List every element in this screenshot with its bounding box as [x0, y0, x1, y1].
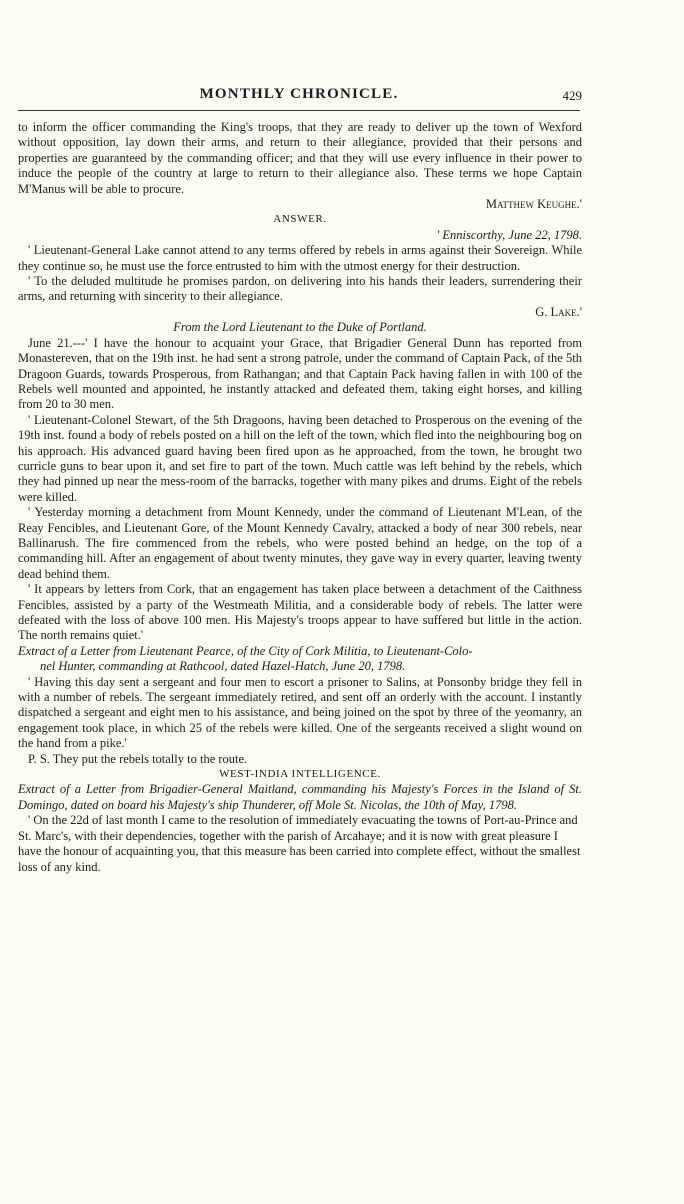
page-header: [18, 86, 580, 110]
running-title: MONTHLY CHRONICLE.: [199, 86, 399, 102]
paragraph-pardon: ' To the deluded multitude he promises pardon, on delivering into his hands their leaders, surrendering their arms, and returning with sincerity to their allegiance.: [18, 274, 582, 304]
signature-keughe: Matthew Keughe.': [485, 197, 582, 212]
signature-lake: G. Lake.': [535, 304, 582, 319]
west-india-heading: WEST-INDIA INTELLIGENCE.: [219, 768, 381, 781]
extract-maitland: Extract of a Letter from Brigadier-General Maitland, commanding his Majesty's Forces in the Island of St. Domingo, dated on board his Majesty's ship Thunderer, off Mole St. Nicolas, the 10th of May, 1798.: [18, 782, 582, 812]
lord-lieutenant-heading: From the Lord Lieutenant to the Duke of Portland.: [173, 320, 427, 335]
extract-pearce-line1: Extract of a Letter from Lieutenant Pearce, of the City of Cork Militia, to Lieutenant-Colo-: [18, 643, 473, 658]
paragraph-june-21: June 21.---' I have the honour to acquaint your Grace, that Brigadier General Dunn has reported from Monastereven, that on the 19th inst. he had sent a strong patrole, under the command of Captain Pack, of the 5th Dragoon Guards, towards Prosperous, from Rathangan; and that Captain Pack having fallen in with 100 of the Rebels well mounted and appointed, he instantly attacked and defeated them, taking eight horses, and killing from 20 to 30 men.: [18, 335, 582, 412]
page-number: 429: [562, 88, 582, 103]
paragraph-evacuation: ' On the 22d of last month I came to the resolution of immediately evacuating the towns of Port-au-Prince and St. Marc's, with their dependencies, together with the parish of Arcahaye; and it is now with great pleasure I have the honour of acquainting you, that this measure has been carried into complete effect, without the smallest loss of any kind.: [18, 813, 581, 874]
answer-heading: ANSWER.: [273, 213, 327, 226]
paragraph-lake-reply: ' Lieutenant-General Lake cannot attend to any terms offered by rebels in arms against their Sovereign. While they continue so, he must use the force entrusted to him with the utmost energy for their destruction.: [18, 243, 582, 273]
paragraph-cork: ' It appears by letters from Cork, that an engagement has taken place between a detachment of the Caithness Fencibles, assisted by a party of the Westmeath Militia, and a considerable body of rebels. The latter were defeated with the loss of above 100 men. His Majesty's troops appear to have suffered but little in the action. The north remains quiet.': [18, 582, 582, 643]
extract-pearce-line2: nel Hunter, commanding at Rathcool, dated Hazel-Hatch, June 20, 1798.: [40, 659, 406, 674]
header-rule: [18, 110, 580, 111]
paragraph-stewart: ' Lieutenant-Colonel Stewart, of the 5th Dragoons, having been detached to Prosperous on the evening of the 19th inst. found a body of rebels posted on a hill on the left of the town, which fled into the neighbouring bog on his approach. His advanced guard having been fired upon as he approached, from the town, he brought two curricle guns to bear upon it, and set fire to part of the town. Much cattle was left behind by the rebels, which they had pinned up near the mess-room of the barracks, together with many pikes and drums. Eight of the rebels were killed.: [18, 412, 582, 504]
paragraph-wexford-terms: to inform the officer commanding the King's troops, that they are ready to deliver up the town of Wexford without opposition, lay down their arms, and return to their allegiance, provided that their persons and properties are guaranteed by the commanding officer; and that they will use every influence in their power to induce the people of the country at large to return to their allegiance also. These terms we hope Captain M'Manus will be able to procure.: [18, 120, 582, 196]
article-body: [18, 120, 582, 875]
answer-dateline: ' Enniscorthy, June 22, 1798.: [436, 227, 582, 242]
paragraph-postscript: P. S. They put the rebels totally to the route.: [28, 751, 248, 766]
paragraph-salins: ' Having this day sent a sergeant and four men to escort a prisoner to Salins, at Ponsonby bridge they fell in with a number of rebels. The sergeant immediately retired, and sent off an orderly with the account. I instantly dispatched a sergeant and eight men to his assistance, and being joined on the spot by three of the yeomanry, an engagement took place, in which 25 of the rebels were killed. One of the sergeants received a slight wound on the hand from a pike.': [18, 674, 582, 751]
paragraph-mount-kennedy: ' Yesterday morning a detachment from Mount Kennedy, under the command of Lieutenant M'Lean, of the Reay Fencibles, and Lieutenant Gore, of the Mount Kennedy Cavalry, attacked a body of near 300 rebels, near Ballinarush. The fire commenced from the rebels, who were posted behind an hedge, on the top of a commanding hill. After an engagement of about twenty minutes, they gave way in every quarter, leaving twenty dead behind them.: [18, 505, 582, 581]
